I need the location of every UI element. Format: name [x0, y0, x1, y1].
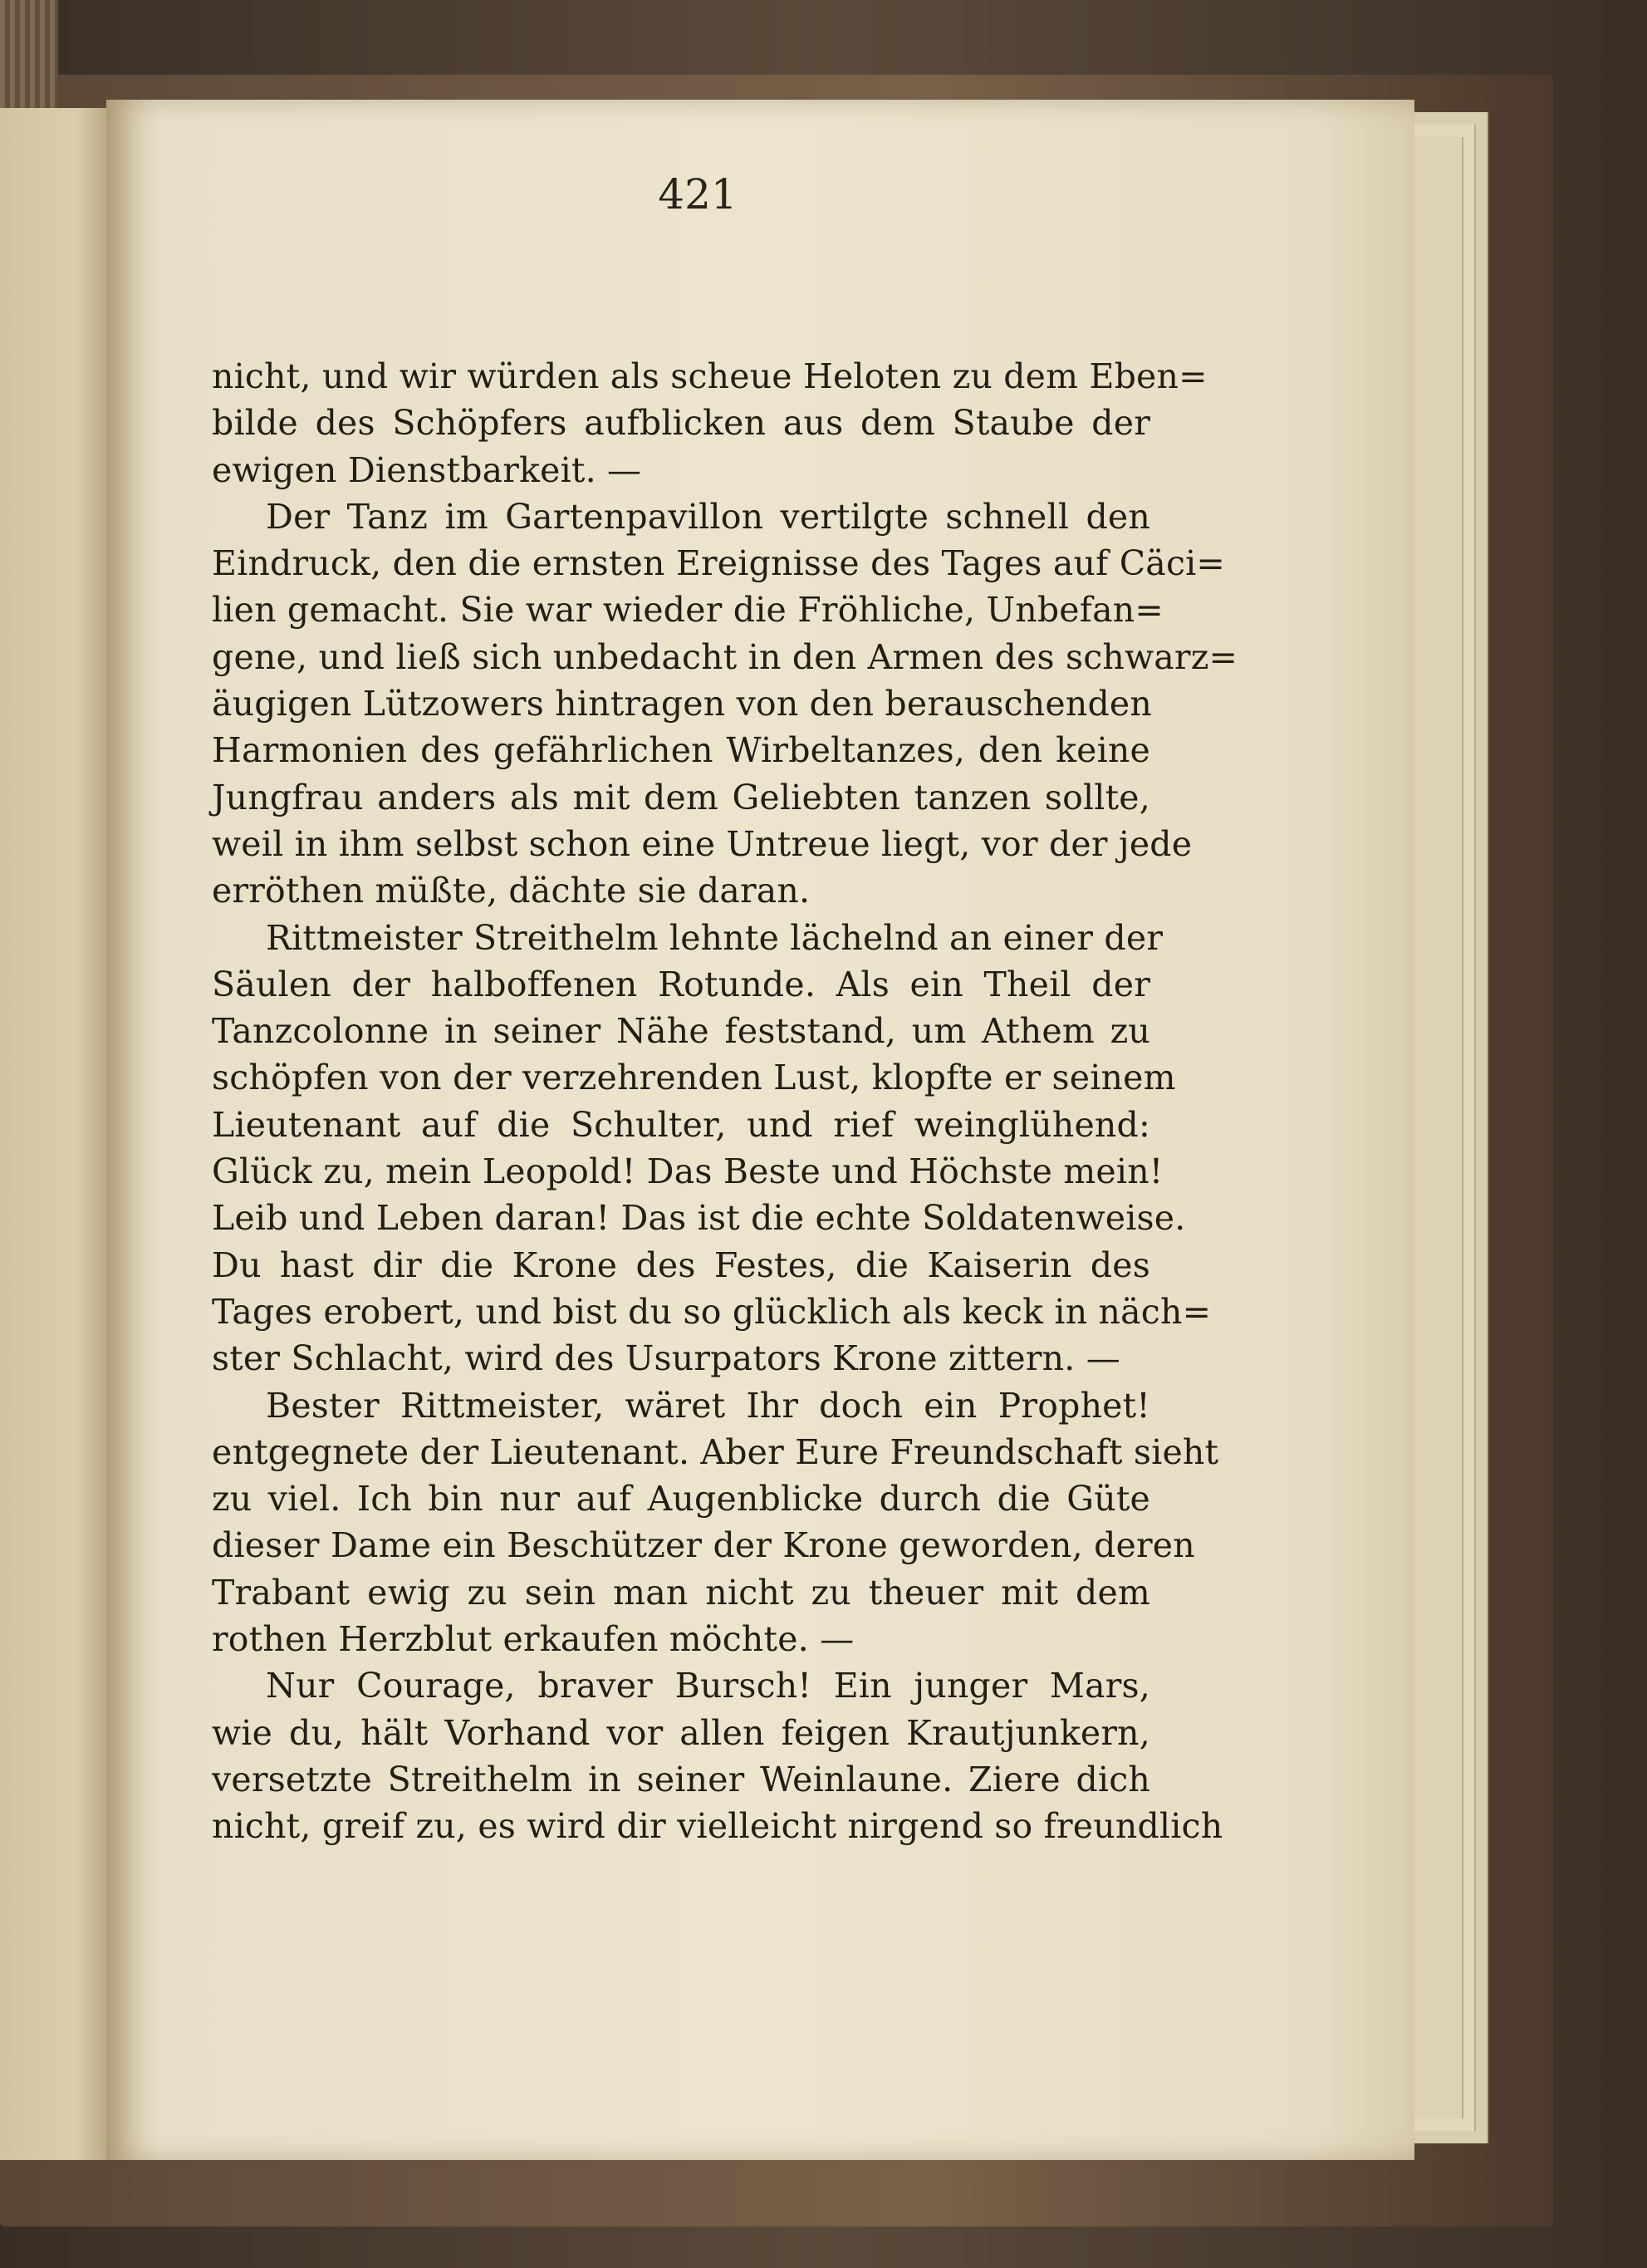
text-line: entgegnete der Lieutenant. Aber Eure Freundschaft sieht	[212, 1431, 1219, 1472]
text-line: Glück zu, mein Leopold! Das Beste und Höchste mein!	[212, 1151, 1164, 1192]
text-line: gene, und ließ sich unbedacht in den Armen des schwarz=	[212, 636, 1238, 677]
left-page-edge	[0, 108, 108, 2160]
text-line: wie du, hält Vorhand vor allen feigen Krautjunkern,	[212, 1712, 1150, 1753]
text-line: weil in ihm selbst schon eine Untreue liegt, vor der jede	[212, 823, 1193, 864]
text-line: schöpfen von der verzehrenden Lust, klopfte er seinem	[212, 1058, 1176, 1098]
text-line: Säulen der halboffenen Rotunde. Als ein Theil der	[212, 964, 1150, 1004]
text-line: Der Tanz im Gartenpavillon vertilgte schnell den	[266, 496, 1150, 537]
text-line: Harmonien des gefährlichen Wirbeltanzes, den keine	[212, 730, 1150, 771]
bookmark-ribbon	[0, 0, 58, 108]
text-line: versetzte Streithelm in seiner Weinlaune. Ziere dich	[212, 1759, 1150, 1799]
text-line: nicht, greif zu, es wird dir vielleicht nirgend so freundlich	[212, 1806, 1223, 1847]
text-line: Eindruck, den die ernsten Ereignisse des Tages auf Cäci=	[212, 543, 1225, 584]
text-line: Tages erobert, und bist du so glücklich als keck in näch=	[212, 1291, 1212, 1332]
text-line: Tanzcolonne in seiner Nähe feststand, um Athem zu	[212, 1011, 1150, 1052]
text-line: Leib und Leben daran! Das ist die echte Soldatenweise.	[212, 1198, 1186, 1239]
page-text	[212, 353, 1238, 1850]
text-line: lien gemacht. Sie war wieder die Fröhliche, Unbefan=	[212, 590, 1164, 631]
text-line: erröthen müßte, dächte sie daran.	[212, 871, 811, 911]
text-line: äugigen Lützowers hintragen von den berauschenden	[212, 684, 1152, 724]
text-line: zu viel. Ich bin nur auf Augenblicke durch die Güte	[212, 1479, 1150, 1519]
text-line: Bester Rittmeister, wäret Ihr doch ein Prophet!	[266, 1385, 1150, 1426]
text-line: rothen Herzblut erkaufen möchte. —	[212, 1619, 855, 1660]
text-line: nicht, und wir würden als scheue Heloten zu dem Eben=	[212, 356, 1208, 396]
text-line: ster Schlacht, wird des Usurpators Krone zittern. —	[212, 1338, 1120, 1379]
text-line: dieser Dame ein Beschützer der Krone geworden, deren	[212, 1525, 1195, 1566]
text-line: ewigen Dienstbarkeit. —	[212, 449, 642, 490]
text-line: Nur Courage, braver Bursch! Ein junger Mars,	[266, 1666, 1150, 1706]
text-line: Du hast dir die Krone des Festes, die Kaiserin des	[212, 1244, 1150, 1285]
text-line: Trabant ewig zu sein man nicht zu theuer mit dem	[212, 1572, 1150, 1613]
text-line: Rittmeister Streithelm lehnte lächelnd an einer der	[266, 917, 1164, 958]
text-line: Jungfrau anders als mit dem Geliebten tanzen sollte,	[212, 777, 1150, 817]
page-number: 421	[658, 170, 738, 218]
text-line: Lieutenant auf die Schulter, und rief weinglühend:	[212, 1104, 1150, 1145]
text-line: bilde des Schöpfers aufblicken aus dem Staube der	[212, 403, 1150, 444]
